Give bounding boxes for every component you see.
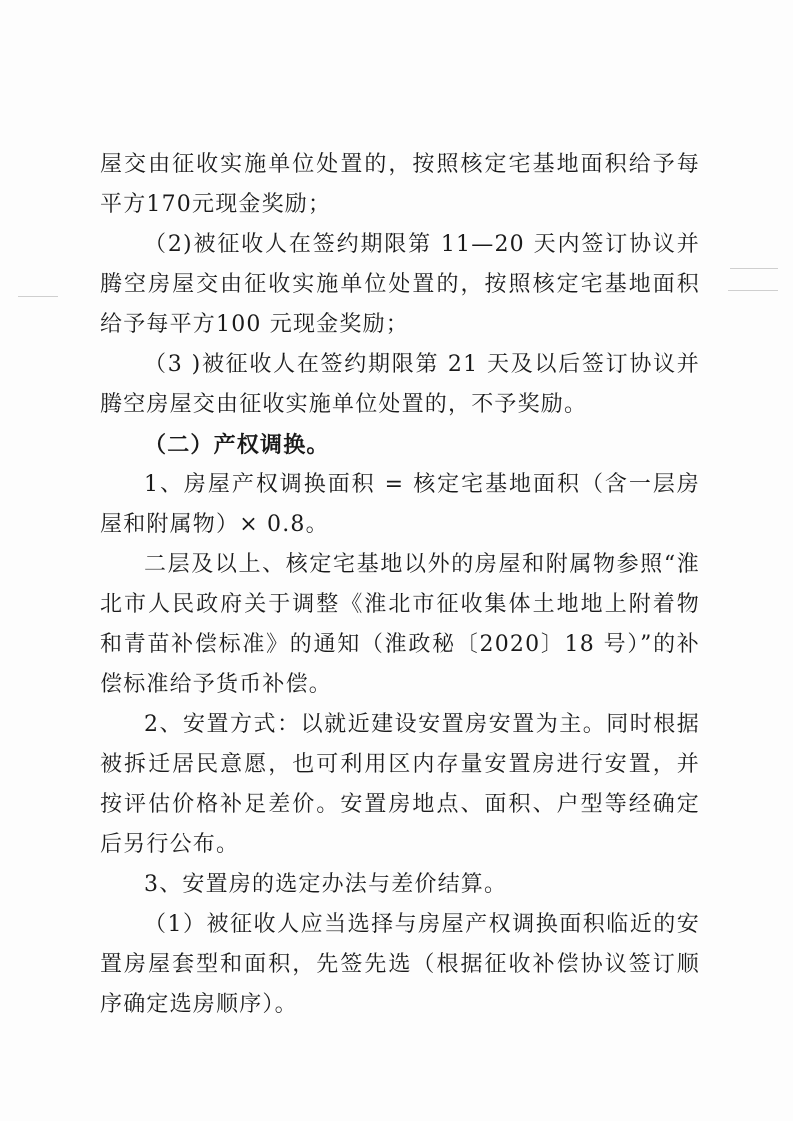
- paragraph-reward-100: （2)被征收人在签约期限第 11—20 天内签订协议并腾空房屋交由征收实施单位处置的，按照核定宅基地面积给予每平方100 元现金奖励；: [100, 232, 700, 337]
- paragraph-reward-170: 屋交由征收实施单位处置的，按照核定宅基地面积给予每平方170元现金奖励；: [100, 152, 700, 217]
- paragraph-selection-method: 3、安置房的选定办法与差价结算。: [144, 872, 508, 897]
- scan-artifact: [728, 290, 778, 291]
- scan-artifact: [730, 268, 778, 269]
- document-body: [100, 145, 700, 1025]
- section-heading-property-exchange: （二）产权调换。: [144, 432, 330, 458]
- paragraph-selection-order: （1）被征收人应当选择与房屋产权调换面积临近的安置房屋套型和面积，先签先选（根据征收补偿协议签订顺序确定选房顺序）。: [100, 912, 700, 1017]
- paragraph-no-reward: （3 )被征收人在签约期限第 21 天及以后签订协议并腾空房屋交由征收实施单位处置的，不予奖励。: [100, 352, 700, 417]
- paragraph-upper-floors: 二层及以上、核定宅基地以外的房屋和附属物参照“淮北市人民政府关于调整《淮北市征收集体土地地上附着物和青苗补偿标准》的通知（淮政秘〔2020〕18 号）”的补偿标准给予货币补偿。: [100, 552, 700, 697]
- scan-artifact: [18, 296, 58, 297]
- paragraph-resettlement-method: 2、安置方式：以就近建设安置房安置为主。同时根据被拆迁居民意愿，也可利用区内存量安置房进行安置，并按评估价格补足差价。安置房地点、面积、户型等经确定后另行公布。: [100, 712, 700, 857]
- paragraph-exchange-area: 1、房屋产权调换面积 = 核定宅基地面积（含一层房屋和附属物）× 0.8。: [100, 472, 700, 537]
